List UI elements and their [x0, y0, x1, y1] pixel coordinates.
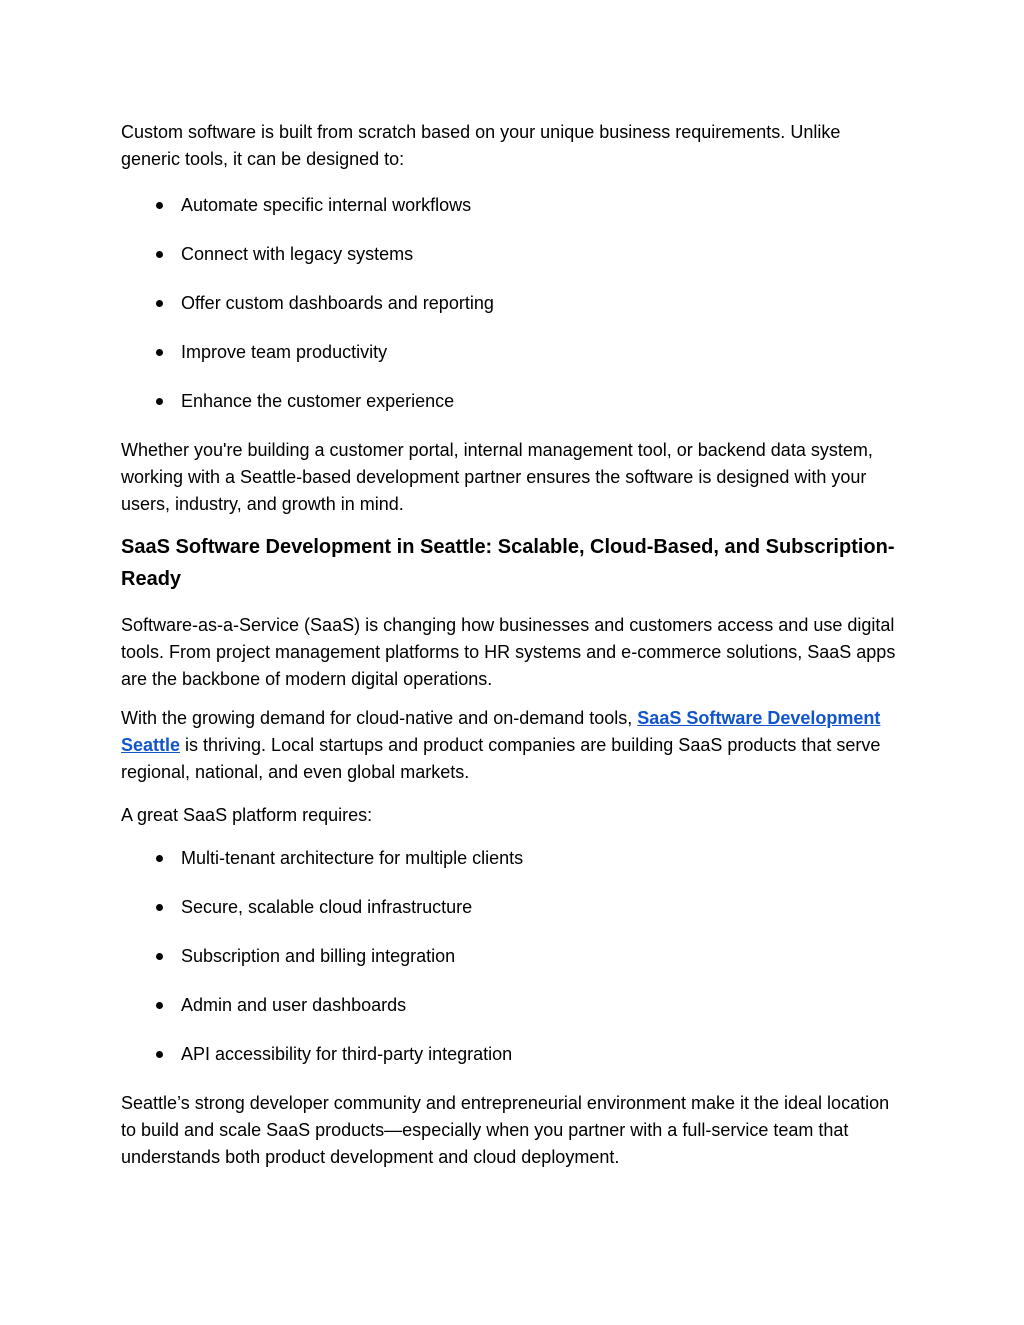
bullet-icon — [156, 855, 163, 862]
list-item — [121, 992, 903, 1019]
list-item-text: API accessibility for third-party integration — [181, 1044, 513, 1064]
list-item-text: Admin and user dashboards — [181, 995, 407, 1015]
custom-software-bullet-list — [121, 192, 903, 415]
list-item-text: Automate specific internal workflows — [181, 195, 472, 215]
bullet-icon — [156, 1051, 163, 1058]
custom-software-closing-paragraph: Whether you're building a customer portal, internal management tool, or backend data system, working with a Seattle-based development partner ensures the software is designed with your users, industry, and growth in mind. — [121, 440, 873, 514]
bullet-icon — [156, 251, 163, 258]
saas-section-heading: SaaS Software Development in Seattle: Scalable, Cloud-Based, and Subscription-Ready — [121, 536, 895, 590]
bullet-icon — [156, 300, 163, 307]
list-item — [121, 845, 903, 872]
saas-requires-lead-paragraph: A great SaaS platform requires: — [121, 805, 373, 825]
list-item — [121, 943, 903, 970]
saas-demand-paragraph — [121, 705, 903, 786]
bullet-icon — [156, 349, 163, 356]
list-item-text: Multi-tenant architecture for multiple clients — [181, 848, 524, 868]
list-item-text: Improve team productivity — [181, 342, 388, 362]
list-item — [121, 192, 903, 219]
list-item-text: Secure, scalable cloud infrastructure — [181, 897, 473, 917]
bullet-icon — [156, 953, 163, 960]
saas-intro-paragraph: Software-as-a-Service (SaaS) is changing how businesses and customers access and use digital tools. From project management platforms to HR systems and e-commerce solutions, SaaS apps are the backbone of modern digital operations. — [121, 615, 896, 689]
list-item — [121, 894, 903, 921]
list-item — [121, 241, 903, 268]
bullet-icon — [156, 398, 163, 405]
demand-text-after-link: is thriving. Local startups and product companies are building SaaS products that serve regional, national, and even global markets. — [121, 735, 881, 782]
demand-text-before-link: With the growing demand for cloud-native and on-demand tools, — [121, 708, 638, 728]
list-item-text: Offer custom dashboards and reporting — [181, 293, 494, 313]
saas-closing-paragraph: Seattle’s strong developer community and entrepreneurial environment make it the ideal location to build and scale SaaS products—especially when you partner with a full-service team that understands both product development and cloud deployment. — [121, 1093, 890, 1167]
list-item-text: Connect with legacy systems — [181, 244, 414, 264]
list-item — [121, 339, 903, 366]
bullet-icon — [156, 202, 163, 209]
bullet-icon — [156, 1002, 163, 1009]
list-item-text: Enhance the customer experience — [181, 391, 455, 411]
list-item — [121, 388, 903, 415]
list-item-text: Subscription and billing integration — [181, 946, 456, 966]
list-item — [121, 290, 903, 317]
list-item — [121, 1041, 903, 1068]
saas-development-seattle-link[interactable]: SaaS Software Development Seattle — [121, 708, 881, 755]
bullet-icon — [156, 904, 163, 911]
custom-software-intro-paragraph: Custom software is built from scratch based on your unique business requirements. Unlike generic tools, it can be designed to: — [121, 122, 841, 169]
saas-platform-bullet-list — [121, 845, 903, 1068]
